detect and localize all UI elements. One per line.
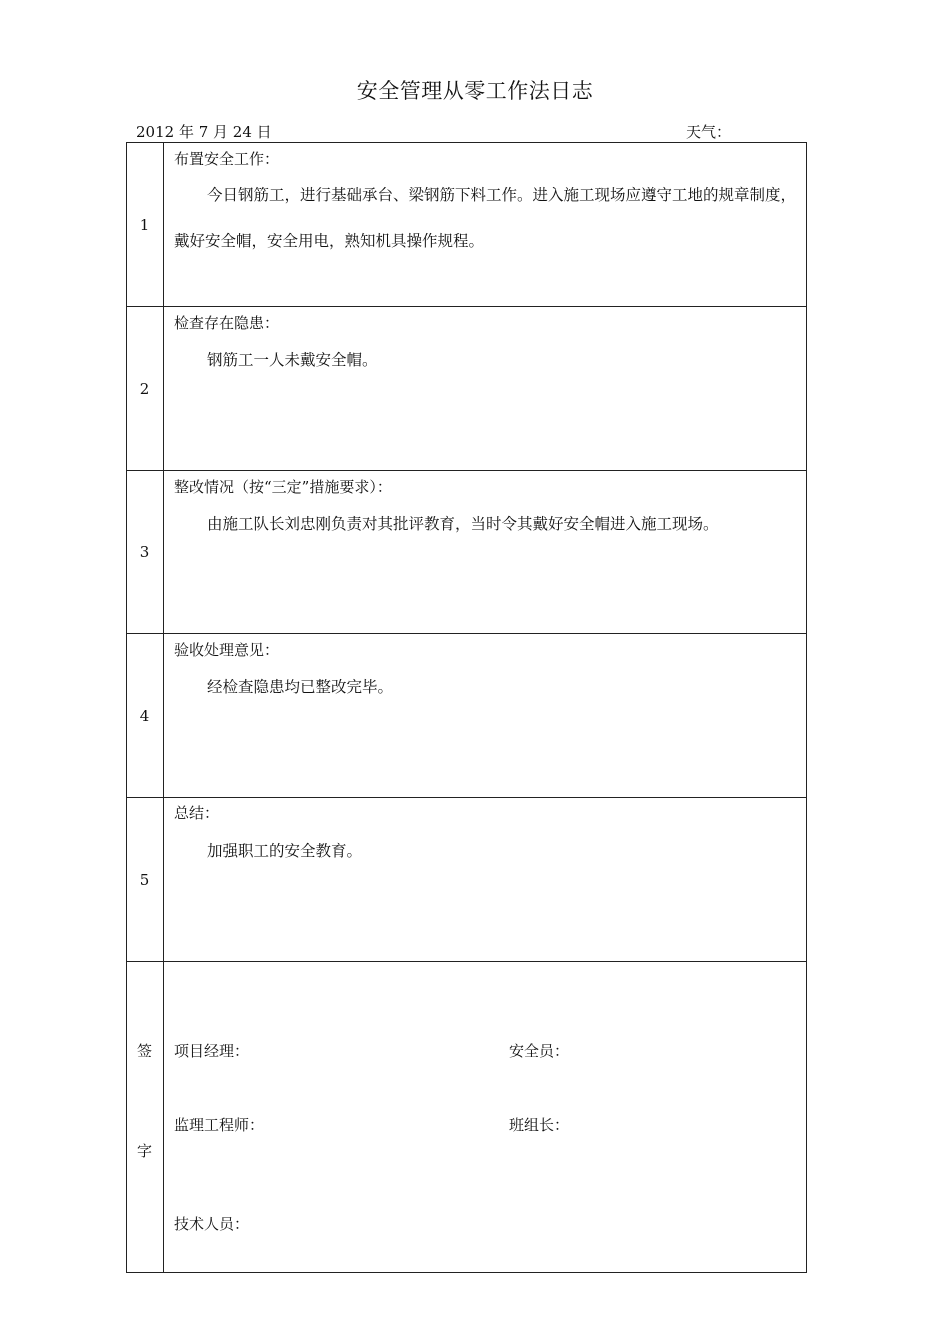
section-label-rectification: 整改情况（按“三定”措施要求）： [174,478,392,496]
row-number-5: 5 [139,871,150,889]
log-date: 2012 年 7 月 24 日 [136,123,272,141]
project-manager-signature-label: 项目经理： [174,1042,250,1060]
section-label-check-hazards: 检查存在隐患： [174,314,280,332]
section-content-rectification: 由施工队长刘忠刚负责对其批评教育，当时令其戴好安全帽进入施工现场。 [207,515,719,533]
row-divider-5 [126,961,807,962]
row-number-3: 3 [139,543,150,561]
row-divider-4 [126,797,807,798]
section-content-summary: 加强职工的安全教育。 [207,842,363,860]
signature-side-label-top: 签 [136,1042,152,1060]
row-number-1: 1 [139,216,150,234]
section-content-check-hazards: 钢筋工一人未戴安全帽。 [207,351,378,369]
row-number-4: 4 [139,707,150,725]
section-content-arrange-safety-work: 今日钢筋工，进行基础承台、梁钢筋下料工作。进入施工现场应遵守工地的规章制度，戴好安全帽，安全用电，熟知机具操作规程。 [174,186,797,250]
section-content-acceptance: 经检查隐患均已整改完毕。 [207,678,394,696]
supervising-engineer-signature-label: 监理工程师： [174,1116,265,1134]
row-divider-3 [126,633,807,634]
section-label-summary: 总结： [174,804,220,822]
row-number-2: 2 [139,380,150,398]
signature-side-label-bottom: 字 [136,1142,152,1160]
document-title: 安全管理从零工作法日志 [356,79,594,103]
section-label-acceptance: 验收处理意见： [174,641,280,659]
row-divider-1 [126,306,807,307]
weather-label: 天气： [686,123,732,141]
safety-officer-signature-label: 安全员： [509,1042,570,1060]
technical-staff-signature-label: 技术人员： [174,1215,250,1233]
table-column-divider [163,142,164,1273]
row-divider-2 [126,470,807,471]
section-label-arrange-safety-work: 布置安全工作： [174,150,280,168]
team-leader-signature-label: 班组长： [509,1116,570,1134]
